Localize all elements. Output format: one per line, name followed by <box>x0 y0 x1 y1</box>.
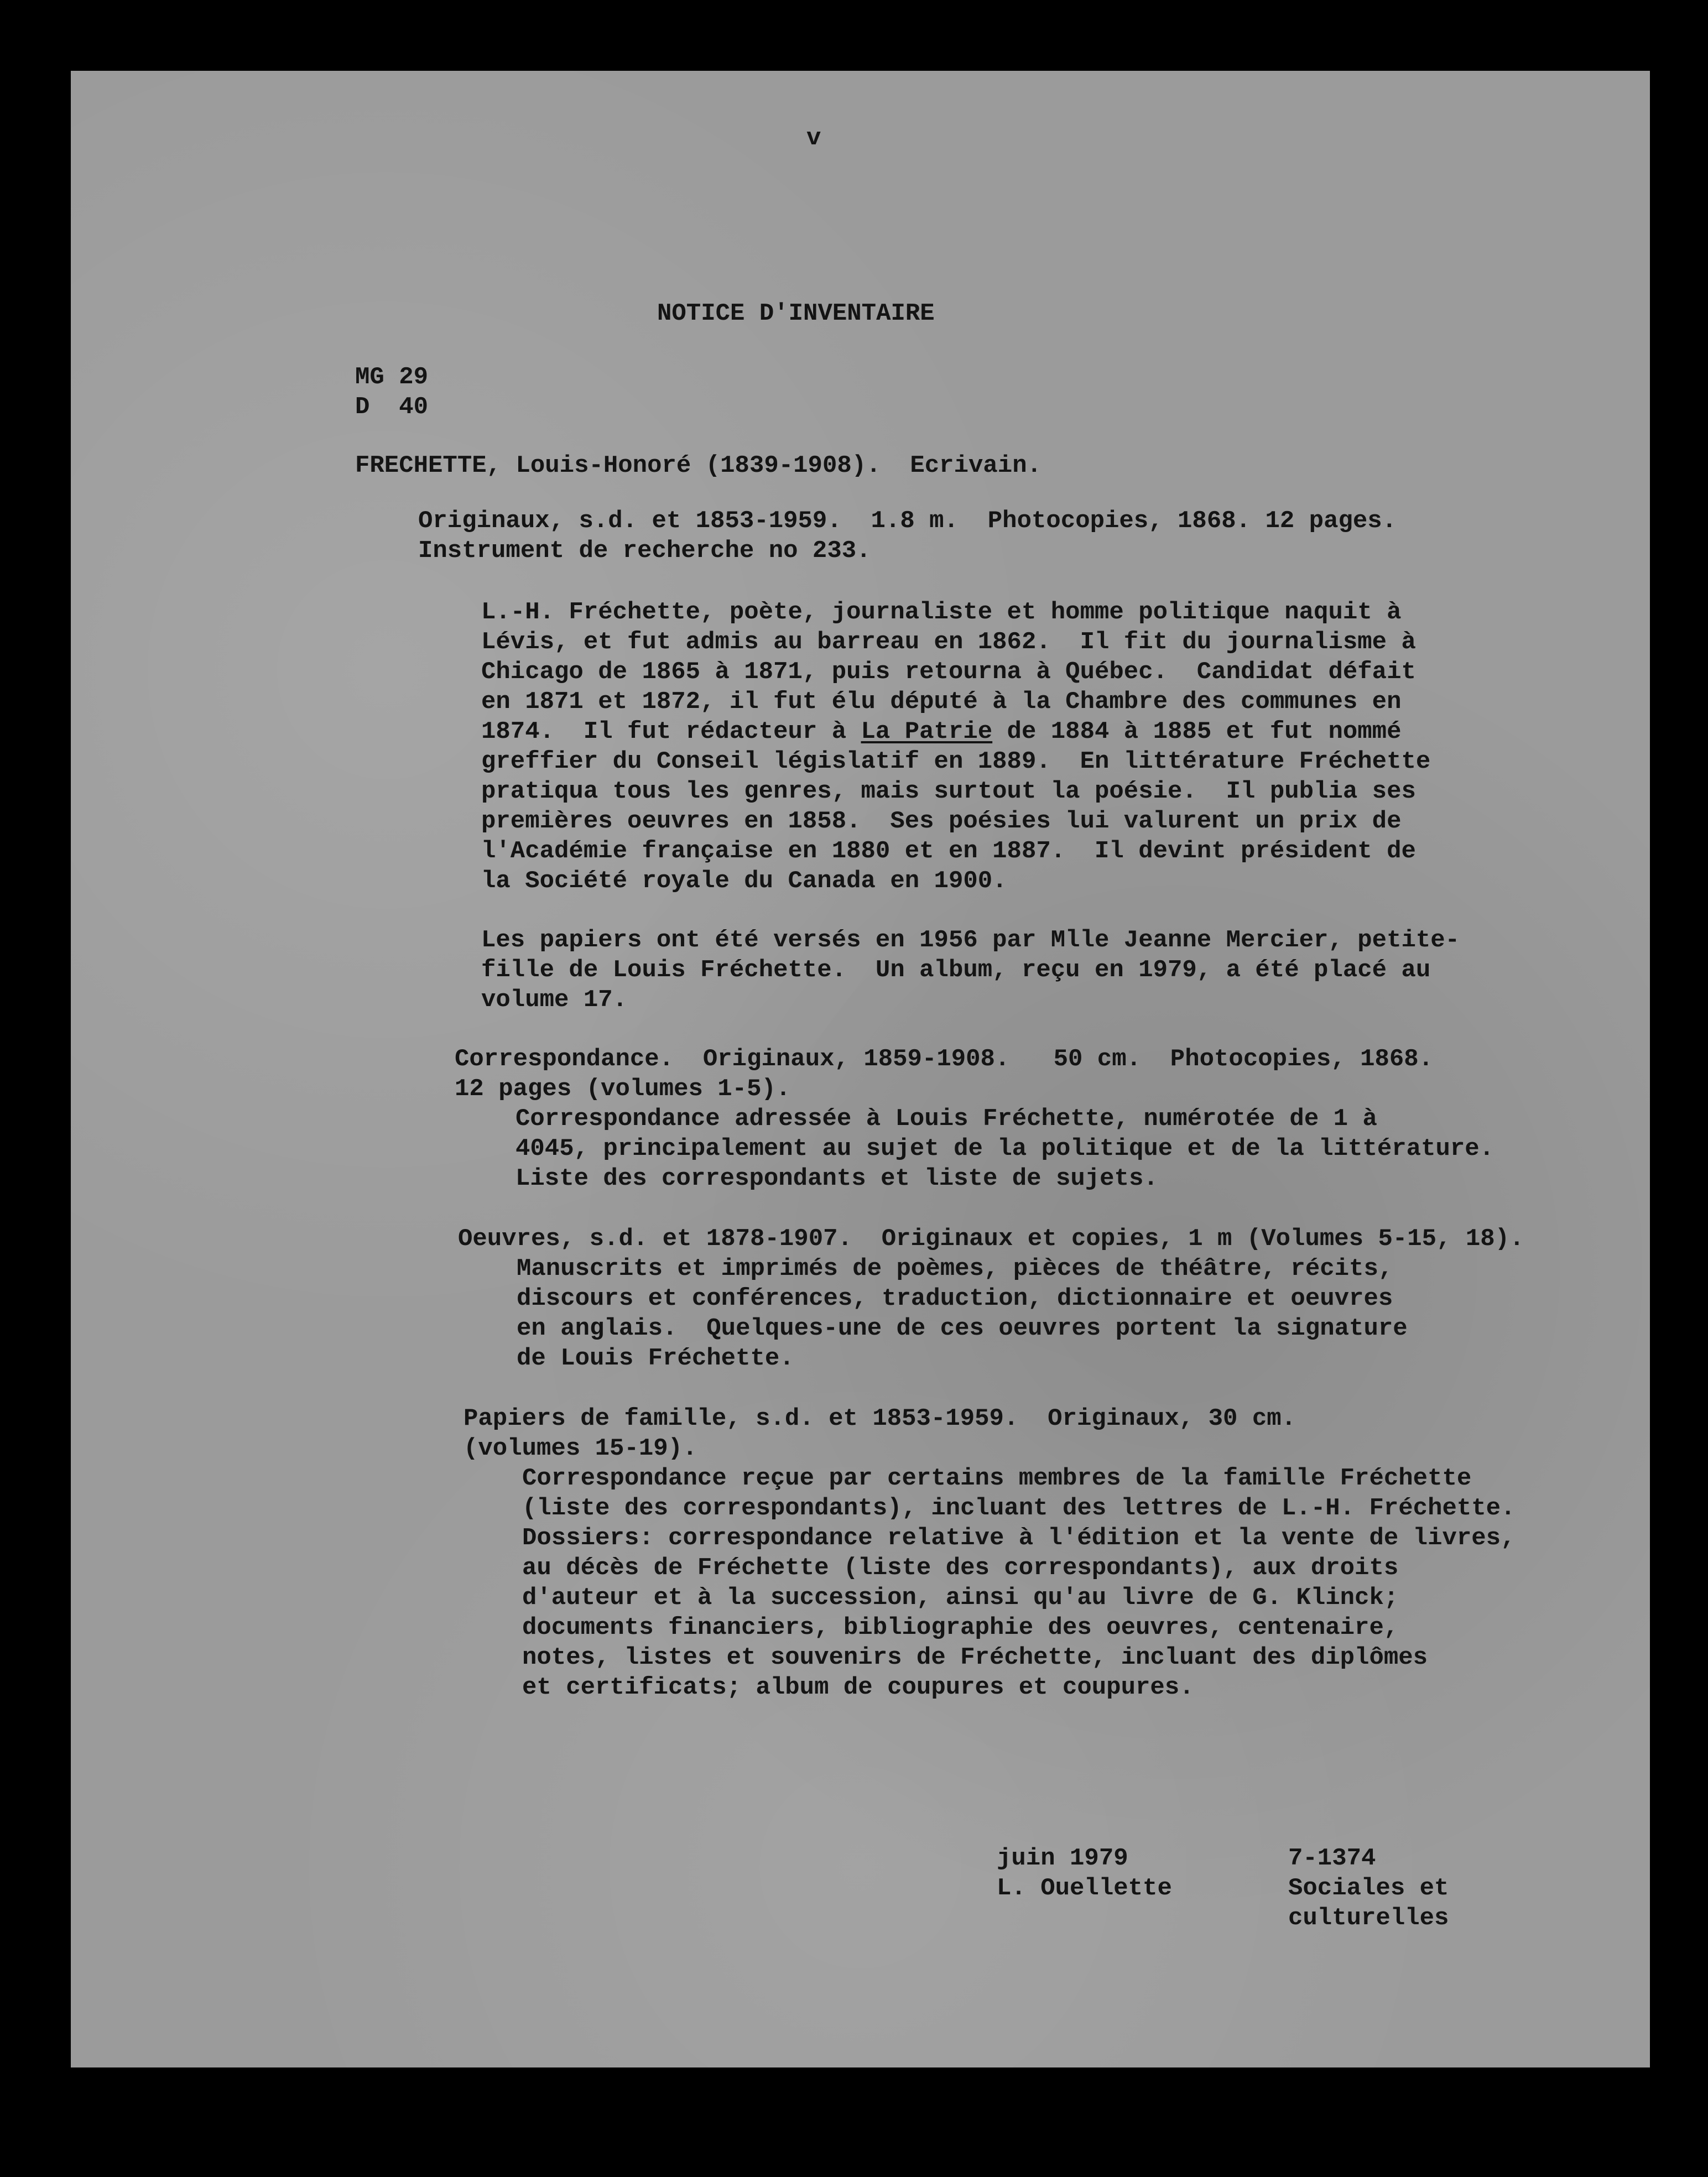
series-description: Dossiers: correspondance relative à l'édition et la vente de livres, <box>522 1524 1516 1552</box>
bio-line: greffier du Conseil législatif en 1889. En littérature Fréchette <box>481 748 1431 775</box>
document-sheet <box>71 71 1650 2067</box>
series-description: de Louis Fréchette. <box>517 1345 794 1372</box>
series-description: au décès de Fréchette (liste des correspondants), aux droits <box>522 1554 1399 1582</box>
bio-line <box>481 717 1401 747</box>
bio-line: Lévis, et fut admis au barreau en 1862. Il fit du journalisme à <box>481 628 1416 656</box>
provenance-line: Les papiers ont été versés en 1956 par Mlle Jeanne Mercier, petite- <box>481 926 1460 954</box>
bio-text: 1874. Il fut rédacteur à <box>481 718 861 746</box>
bio-line: premières oeuvres en 1858. Ses poésies lui valurent un prix de <box>481 808 1402 835</box>
series-description: 4045, principalement au sujet de la politique et de la littérature. <box>515 1135 1494 1163</box>
newspaper-title: La Patrie <box>861 718 993 746</box>
series-header: Oeuvres, s.d. et 1878-1907. Originaux et copies, 1 m (Volumes 5-15, 18). <box>458 1225 1524 1253</box>
bio-line: l'Académie française en 1880 et en 1887. Il devint président de <box>481 837 1416 865</box>
bio-text: de 1884 à 1885 et fut nommé <box>992 718 1402 746</box>
series-description: Liste des correspondants et liste de sujets. <box>515 1165 1158 1192</box>
document-title: NOTICE D'INVENTAIRE <box>657 300 935 327</box>
bio-line: pratiqua tous les genres, mais surtout la poésie. Il publia ses <box>481 778 1416 805</box>
series-header: 12 pages (volumes 1-5). <box>455 1075 791 1103</box>
series-description: Correspondance adressée à Louis Fréchette, numérotée de 1 à <box>515 1105 1377 1133</box>
provenance-line: fille de Louis Fréchette. Un album, reçu en 1979, a été placé au <box>481 956 1431 984</box>
series-description: d'auteur et à la succession, ainsi qu'au livre de G. Klinck; <box>522 1584 1399 1612</box>
series-description: (liste des correspondants), incluant des lettres de L.-H. Fréchette. <box>522 1494 1516 1522</box>
ref-mg: MG 29 <box>355 363 429 391</box>
bio-line: la Société royale du Canada en 1900. <box>481 867 1007 895</box>
series-description: discours et conférences, traduction, dictionnaire et oeuvres <box>517 1285 1393 1313</box>
ref-d: D 40 <box>355 393 429 421</box>
extent-line: Originaux, s.d. et 1853-1959. 1.8 m. Photocopies, 1868. 12 pages. <box>418 507 1397 535</box>
series-header: Papiers de famille, s.d. et 1853-1959. Originaux, 30 cm. <box>464 1405 1296 1433</box>
footer-author: L. Ouellette <box>997 1874 1172 1902</box>
series-description: Manuscrits et imprimés de poèmes, pièces de théâtre, récits, <box>517 1255 1393 1283</box>
bio-line: L.-H. Fréchette, poète, journaliste et homme politique naquit à <box>481 598 1402 626</box>
footer-division: culturelles <box>1288 1904 1449 1932</box>
fonds-heading: FRECHETTE, Louis-Honoré (1839-1908). Ecrivain. <box>355 452 1042 480</box>
series-header: Correspondance. Originaux, 1859-1908. 50 cm. Photocopies, 1868. <box>455 1045 1434 1073</box>
footer-code: 7-1374 <box>1288 1845 1376 1872</box>
bio-line: Chicago de 1865 à 1871, puis retourna à Québec. Candidat défait <box>481 658 1416 686</box>
footer-division: Sociales et <box>1288 1874 1449 1902</box>
series-description: et certificats; album de coupures et coupures. <box>522 1674 1194 1701</box>
series-description: documents financiers, bibliographie des oeuvres, centenaire, <box>522 1614 1399 1642</box>
extent-line: Instrument de recherche no 233. <box>418 537 871 565</box>
page-number: v <box>806 124 821 152</box>
provenance-line: volume 17. <box>481 986 628 1014</box>
footer-date: juin 1979 <box>997 1845 1128 1872</box>
bio-line: en 1871 et 1872, il fut élu député à la Chambre des communes en <box>481 688 1402 716</box>
series-description: notes, listes et souvenirs de Fréchette, incluant des diplômes <box>522 1644 1428 1671</box>
series-header: (volumes 15-19). <box>464 1435 697 1462</box>
series-description: Correspondance reçue par certains membres de la famille Fréchette <box>522 1465 1472 1492</box>
series-description: en anglais. Quelques-une de ces oeuvres portent la signature <box>517 1315 1408 1342</box>
